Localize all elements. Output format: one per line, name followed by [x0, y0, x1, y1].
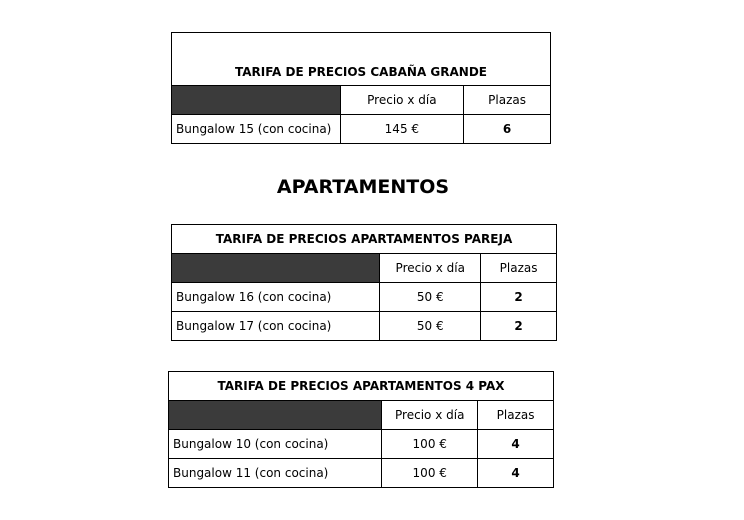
section-heading: APARTAMENTOS [276, 176, 450, 198]
row-price: 50 € [380, 283, 481, 312]
table-row [169, 430, 554, 459]
row-price: 100 € [382, 459, 478, 488]
header-places: Plazas [478, 401, 554, 430]
header-price: Precio x día [380, 254, 481, 283]
header-blank-cell [169, 401, 382, 430]
row-name: Bungalow 16 (con cocina) [172, 283, 380, 312]
table-row [172, 115, 551, 144]
row-name: Bungalow 11 (con cocina) [169, 459, 382, 488]
row-price: 50 € [380, 312, 481, 341]
table-row [169, 459, 554, 488]
table-row [172, 283, 557, 312]
row-name: Bungalow 15 (con cocina) [172, 115, 341, 144]
price-table-apartamentos-pareja [171, 224, 557, 341]
price-table-apartamentos-4-pax [168, 371, 554, 488]
row-price: 145 € [340, 115, 464, 144]
row-name: Bungalow 17 (con cocina) [172, 312, 380, 341]
header-price: Precio x día [382, 401, 478, 430]
row-places: 6 [464, 115, 551, 144]
table-row [172, 312, 557, 341]
row-places: 4 [478, 430, 554, 459]
header-places: Plazas [481, 254, 557, 283]
header-places: Plazas [464, 86, 551, 115]
price-table-cabana-grande [171, 32, 551, 144]
row-places: 2 [481, 312, 557, 341]
row-name: Bungalow 10 (con cocina) [169, 430, 382, 459]
row-places: 4 [478, 459, 554, 488]
header-price: Precio x día [340, 86, 464, 115]
header-blank-cell [172, 254, 380, 283]
table-title: TARIFA DE PRECIOS APARTAMENTOS 4 PAX [169, 372, 554, 401]
header-blank-cell [172, 86, 341, 115]
row-places: 2 [481, 283, 557, 312]
row-price: 100 € [382, 430, 478, 459]
table-title: TARIFA DE PRECIOS APARTAMENTOS PAREJA [172, 225, 557, 254]
table-title: TARIFA DE PRECIOS CABAÑA GRANDE [172, 33, 551, 86]
